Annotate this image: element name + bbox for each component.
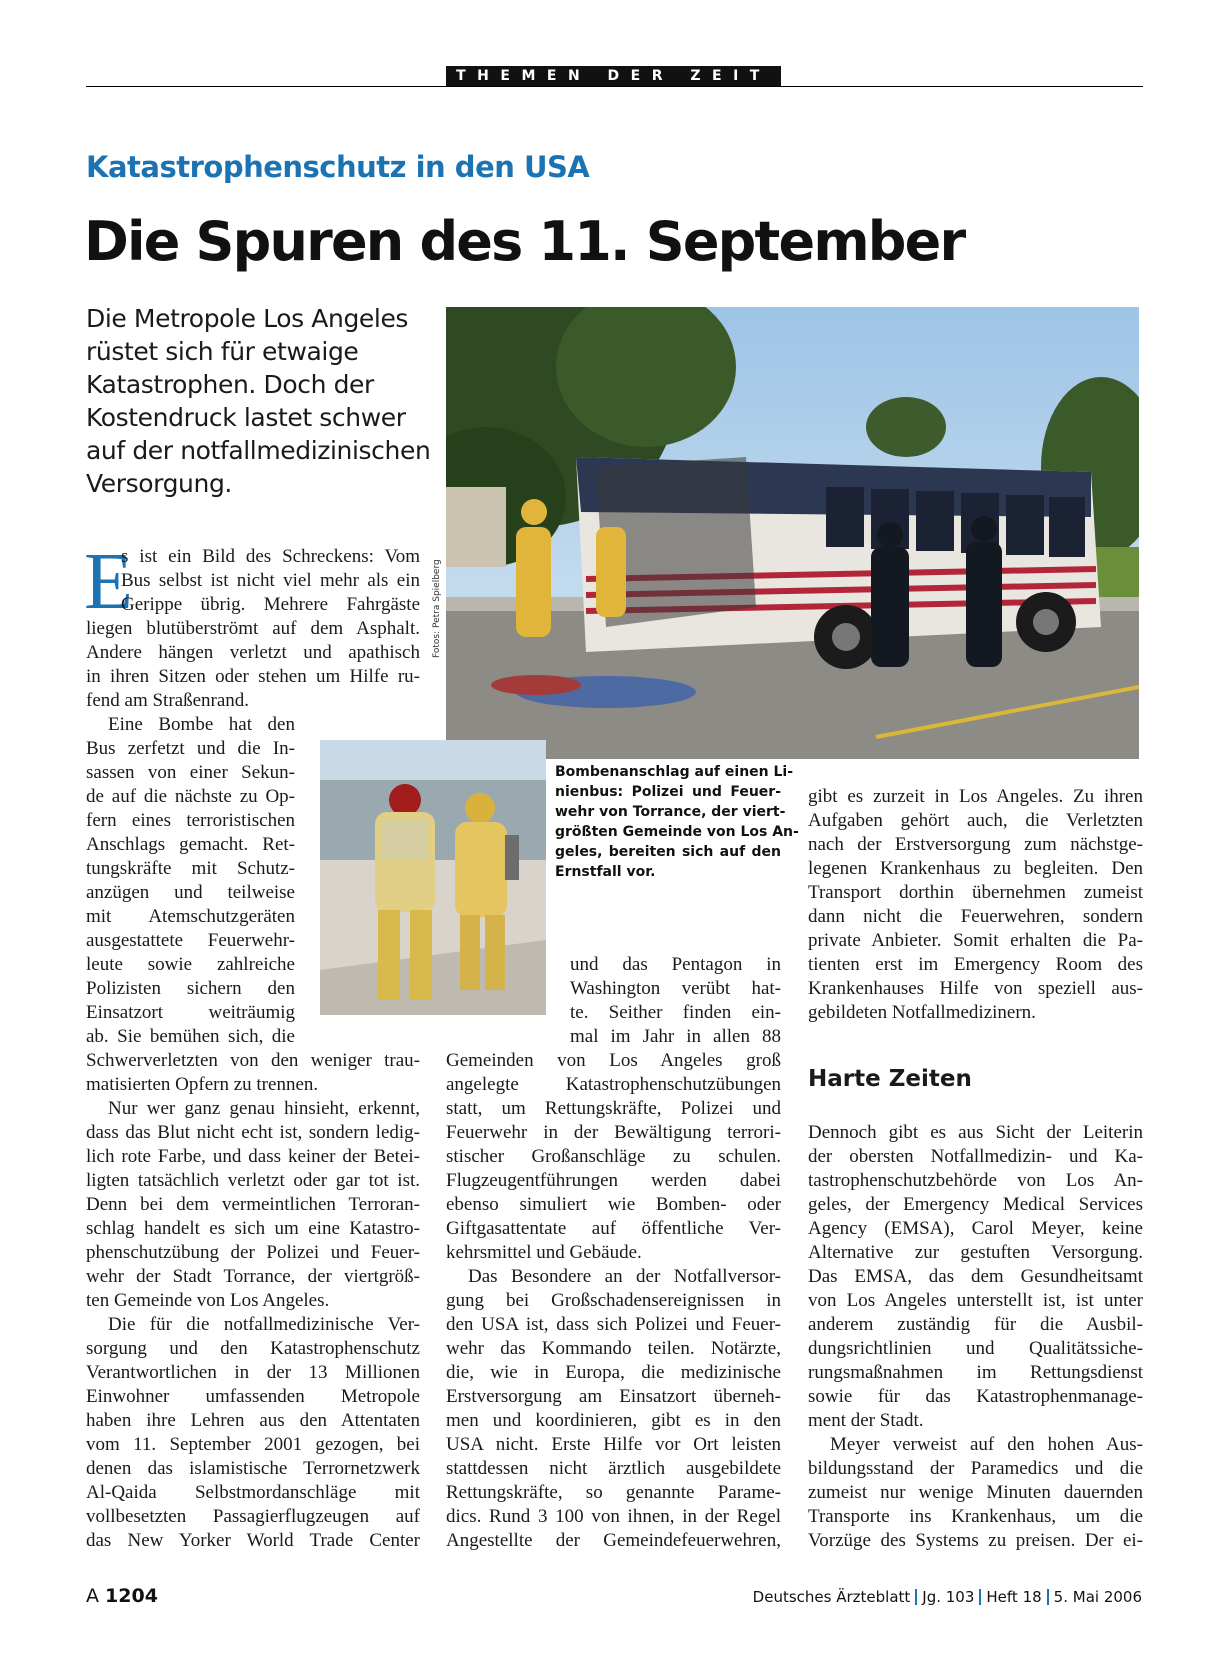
body-line: ab. Sie bemühen sich, die	[86, 1026, 295, 1047]
journal-volume: Jg. 103	[922, 1588, 975, 1606]
body-line: von Los Angeles unterstellt ist, ist unter	[808, 1290, 1143, 1311]
body-line: tastrophenschutzbehörde von Los An-	[808, 1170, 1143, 1191]
body-line: tienten erst im Emergency Room des	[808, 954, 1143, 975]
body-line: dass das Blut nicht echt ist, sondern ledig-	[86, 1122, 420, 1143]
caption-line: wehr von Torrance, der viert-	[555, 804, 786, 820]
page-number-value: 1204	[105, 1585, 158, 1607]
body-line: sowie für das Katastrophenmanage-	[808, 1386, 1143, 1407]
body-line: sassen von einer Sekun-	[86, 762, 295, 783]
body-line: phenschutzübung der Polizei und Feuer-	[86, 1242, 420, 1263]
lead-line: Die Metropole Los Angeles	[86, 304, 409, 333]
lead-paragraph	[86, 302, 431, 500]
section-kicker: THEMEN DER ZEIT	[446, 66, 781, 86]
separator	[915, 1589, 917, 1605]
body-line: vollbesetzten Passagierflugzeugen auf	[86, 1506, 420, 1527]
body-line: haben ihre Lehren aus den Attentaten	[86, 1410, 420, 1431]
caption-line: geles, bereiten sich auf den	[555, 844, 781, 860]
body-line: ligten tatsächlich verletzt oder gar tot ist.	[86, 1170, 420, 1191]
body-line: Polizisten sichern den	[86, 978, 295, 999]
body-line: men und koordinieren, gibt es in den	[446, 1410, 781, 1431]
body-line: Feuerwehr in der Bewältigung terrori-	[446, 1122, 781, 1143]
page-number	[86, 1585, 158, 1607]
body-line: Transport dorthin übernehmen zumeist	[808, 882, 1143, 903]
body-line: te. Seither finden ein-	[570, 1002, 781, 1023]
body-line: Alternative zur gestuften Versorgung.	[808, 1242, 1143, 1263]
body-line: geles, der Emergency Medical Services	[808, 1194, 1143, 1215]
body-line: Washington verübt hat-	[570, 978, 781, 999]
body-line: leute sowie zahlreiche	[86, 954, 295, 975]
body-line: ebenso simuliert wie Bomben- oder	[446, 1194, 781, 1215]
body-line: legenen Krankenhaus zu begleiten. Den	[808, 858, 1143, 879]
journal-name: Deutsches Ärzteblatt	[752, 1588, 911, 1606]
body-line: de auf die nächste zu Op-	[86, 786, 295, 807]
body-line: Anschlags gemacht. Ret-	[86, 834, 295, 855]
body-line: stischer Großanschläge zu schulen.	[446, 1146, 781, 1167]
body-line: dics. Rund 3 100 von ihnen, in der Regel	[446, 1506, 781, 1527]
body-line: Gemeinden von Los Angeles groß	[446, 1050, 781, 1071]
body-line: Einwohner umfassenden Metropole	[86, 1386, 420, 1407]
body-line: wehr der Stadt Torrance, der viertgröß-	[86, 1266, 420, 1287]
lead-line: rüstet sich für etwaige	[86, 337, 359, 366]
body-line: denen das islamistische Terrornetzwerk	[86, 1458, 420, 1479]
body-line: Vorzüge des Systems zu preisen. Der ei-	[808, 1530, 1143, 1551]
body-line: Rettungskräfte, so genannte Parame-	[446, 1482, 781, 1503]
caption-line: Ernstfall vor.	[555, 864, 656, 880]
caption-line: nienbus: Polizei und Feuer-	[555, 784, 781, 800]
bus-photo-illustration	[446, 307, 1139, 759]
body-line: zumeist nur wenige Minuten dauernden	[808, 1482, 1143, 1503]
body-line: liegen blutüberströmt auf dem Asphalt.	[86, 618, 420, 639]
body-line: mal im Jahr in allen 88	[570, 1026, 781, 1047]
body-line: bildungsstand der Paramedics und die	[808, 1458, 1143, 1479]
body-line: mit Atemschutzgeräten	[86, 906, 295, 927]
body-line: anzügen und teilweise	[86, 882, 295, 903]
journal-date: 5. Mai 2006	[1053, 1588, 1142, 1606]
body-line: der obersten Notfallmedizin- und Ka-	[808, 1146, 1143, 1167]
body-line: Das Besondere an der Notfallversor-	[468, 1266, 781, 1287]
body-line: Al-Qaida Selbstmordanschläge mit	[86, 1482, 420, 1503]
caption-line: größten Gemeinde von Los An-	[555, 824, 799, 840]
lead-line: auf der notfallmedizinischen	[86, 436, 431, 465]
firefighters-photo-illustration	[320, 740, 546, 1015]
body-line: den USA ist, dass sich Polizei und Feuer-	[446, 1314, 781, 1335]
headline: Die Spuren des 11. September	[84, 210, 965, 273]
photo-credit: Fotos: Petra Spielberg	[432, 559, 442, 658]
body-line: das New Yorker World Trade Center	[86, 1530, 420, 1551]
body-line: in ihren Sitzen oder stehen um Hilfe ru-	[86, 666, 420, 687]
body-line: Nur wer ganz genau hinsieht, erkennt,	[108, 1098, 420, 1119]
body-line: ten Gemeinde von Los Angeles.	[86, 1290, 330, 1311]
subheading: Harte Zeiten	[808, 1066, 972, 1092]
body-line: und das Pentagon in	[570, 954, 781, 975]
photo-caption	[555, 762, 799, 882]
body-line: Das EMSA, das dem Gesundheitsamt	[808, 1266, 1143, 1287]
photo-firefighters	[320, 740, 546, 1015]
body-line: anderem zuständig für die Ausbil-	[808, 1314, 1143, 1335]
body-line: Bus selbst ist nicht viel mehr als ein	[121, 570, 420, 591]
body-line: private Anbieter. Somit erhalten die Pa-	[808, 930, 1143, 951]
body-line: Schwerverletzten von den weniger trau-	[86, 1050, 420, 1071]
body-line: gung bei Großschadensereignissen in	[446, 1290, 781, 1311]
body-line: rungsmaßnahmen im Rettungsdienst	[808, 1362, 1143, 1383]
header-rule	[86, 86, 1143, 87]
drop-cap: E	[84, 538, 133, 626]
journal-reference	[753, 1588, 1142, 1606]
body-line: Die für die notfallmedizinische Ver-	[108, 1314, 420, 1335]
body-line: Gerippe übrig. Mehrere Fahrgäste	[121, 594, 420, 615]
body-line: Verantwortlichen in der 13 Millionen	[86, 1362, 420, 1383]
body-line: Meyer verweist auf den hohen Aus-	[830, 1434, 1143, 1455]
page-prefix: A	[86, 1585, 99, 1607]
body-line: Transporte ins Krankenhaus, um die	[808, 1506, 1143, 1527]
separator	[1047, 1589, 1049, 1605]
body-line: lich rote Farbe, und dass keiner der Betei-	[86, 1146, 420, 1167]
body-line: stattdessen nicht ärztlich ausgebildete	[446, 1458, 781, 1479]
body-line: ausgestattete Feuerwehr-	[86, 930, 295, 951]
body-line: die, wie in Europa, die medizinische	[446, 1362, 781, 1383]
body-line: Eine Bombe hat den	[108, 714, 295, 735]
body-line: USA nicht. Erste Hilfe vor Ort leisten	[446, 1434, 781, 1455]
body-line: fend am Straßenrand.	[86, 690, 250, 711]
body-line: Flugzeugentführungen werden dabei	[446, 1170, 781, 1191]
body-line: Einsatzort weiträumig	[86, 1002, 295, 1023]
body-line: tungskräfte mit Schutz-	[86, 858, 295, 879]
body-line: nach der Erstversorgung zum nächstge-	[808, 834, 1143, 855]
body-line: Aufgaben gehört auch, die Verletzten	[808, 810, 1143, 831]
body-line: ment der Stadt.	[808, 1410, 924, 1431]
body-line: fern eines terroristischen	[86, 810, 295, 831]
body-line: Krankenhauses Hilfe von speziell aus-	[808, 978, 1143, 999]
journal-issue: Heft 18	[986, 1588, 1042, 1606]
body-line: Agency (EMSA), Carol Meyer, keine	[808, 1218, 1143, 1239]
body-line: gebildeten Notfallmedizinern.	[808, 1002, 1036, 1023]
caption-line: Bombenanschlag auf einen Li-	[555, 764, 794, 780]
body-line: statt, um Rettungskräfte, Polizei und	[446, 1098, 781, 1119]
body-line: Erstversorgung am Einsatzort überneh-	[446, 1386, 781, 1407]
body-line: Giftgasattentate auf öffentliche Ver-	[446, 1218, 781, 1239]
body-line: Andere hängen verletzt und apathisch	[86, 642, 420, 663]
body-line: Angestellte der Gemeindefeuerwehren,	[446, 1530, 781, 1551]
lead-line: Kostendruck lastet schwer	[86, 403, 406, 432]
separator	[979, 1589, 981, 1605]
body-line: Denn bei dem vermeintlichen Terroran-	[86, 1194, 420, 1215]
body-line: kehrsmittel und Gebäude.	[446, 1242, 642, 1263]
body-line: vom 11. September 2001 gezogen, bei	[86, 1434, 420, 1455]
body-line: dann nicht die Feuerwehren, sondern	[808, 906, 1143, 927]
body-line: dungsrichtlinien und Qualitätssiche-	[808, 1338, 1143, 1359]
body-line: Bus zerfetzt und die In-	[86, 738, 295, 759]
lead-line: Versorgung.	[86, 469, 232, 498]
body-line: s ist ein Bild des Schreckens: Vom	[121, 546, 420, 567]
roofline: Katastrophenschutz in den USA	[86, 150, 590, 184]
body-line: Dennoch gibt es aus Sicht der Leiterin	[808, 1122, 1143, 1143]
body-line: matisierten Opfern zu trennen.	[86, 1074, 319, 1095]
body-line: gibt es zurzeit in Los Angeles. Zu ihren	[808, 786, 1143, 807]
body-line: wehr das Kommando teilen. Notärzte,	[446, 1338, 781, 1359]
body-line: sorgung und den Katastrophenschutz	[86, 1338, 420, 1359]
photo-bus-exercise	[446, 307, 1139, 759]
body-line: schlag handelt es sich um eine Katastro-	[86, 1218, 420, 1239]
lead-line: Katastrophen. Doch der	[86, 370, 374, 399]
body-line: angelegte Katastrophenschutzübungen	[446, 1074, 781, 1095]
